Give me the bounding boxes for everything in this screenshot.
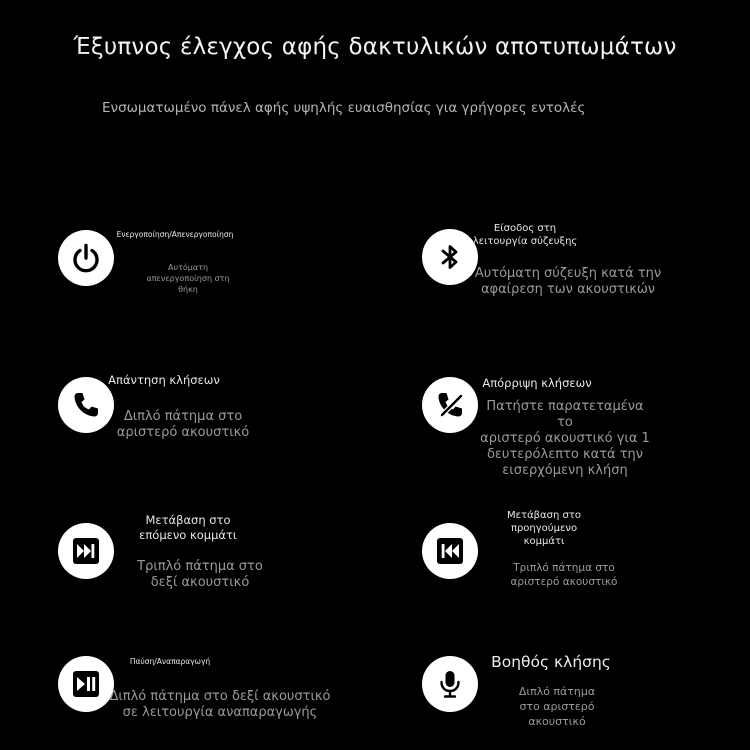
feature-description-voice-assistant: Διπλό πάτημα στο αριστερό ακουστικό <box>518 685 596 728</box>
feature-title-answer-call: Απάντηση κλήσεων <box>108 373 220 387</box>
feature-description-pairing: Αυτόματη σύζευξη κατά την αφαίρεση των ακουστικών <box>474 266 662 297</box>
feature-title-next-track: Μετάβαση στο επόμενο κομμάτι <box>139 513 237 542</box>
feature-title-pairing: Είσοδος στη λειτουργία σύζευξης <box>472 223 578 247</box>
feature-description-answer-call: Διπλό πάτημα στο αριστερό ακουστικό <box>116 409 250 440</box>
feature-title-previous-track: Μετάβαση στο προηγούμενο κομμάτι <box>507 510 581 547</box>
feature-description-power: Αυτόματη απενεργοποίηση στη θήκη <box>146 263 230 294</box>
previous-track-icon <box>422 523 478 579</box>
feature-description-play-pause: Διπλό πάτημα στο δεξί ακουστικό σε λειτουργία αναπαραγωγής <box>109 689 331 720</box>
page-subtitle: Ενσωματωμένο πάνελ αφής υψηλής ευαισθησίας για γρήγορες εντολές <box>102 100 586 116</box>
feature-title-reject-call: Απόρριψη κλήσεων <box>482 376 592 390</box>
feature-title-voice-assistant: Βοηθός κλήσης <box>491 653 611 671</box>
phone-reject-icon <box>422 377 478 433</box>
feature-description-reject-call: Πατήστε παρατεταμένα το αριστερό ακουστικό για 1 δευτερόλεπτο κατά την εισερχόμενη κλήση <box>480 399 650 478</box>
microphone-icon <box>422 656 478 712</box>
next-track-icon <box>58 523 114 579</box>
feature-title-power: Ενεργοποίηση/Απενεργοποίηση <box>116 230 234 239</box>
page-title: Έξυπνος έλεγχος αφής δακτυλικών αποτυπωμάτων <box>73 34 677 60</box>
feature-title-play-pause: Παύση/Αναπαραγωγή <box>129 657 211 666</box>
feature-description-previous-track: Τριπλό πάτημα στο αριστερό ακουστικό <box>510 562 618 588</box>
power-icon <box>58 230 114 286</box>
feature-description-next-track: Τριπλό πάτημα στο δεξί ακουστικό <box>137 559 263 590</box>
